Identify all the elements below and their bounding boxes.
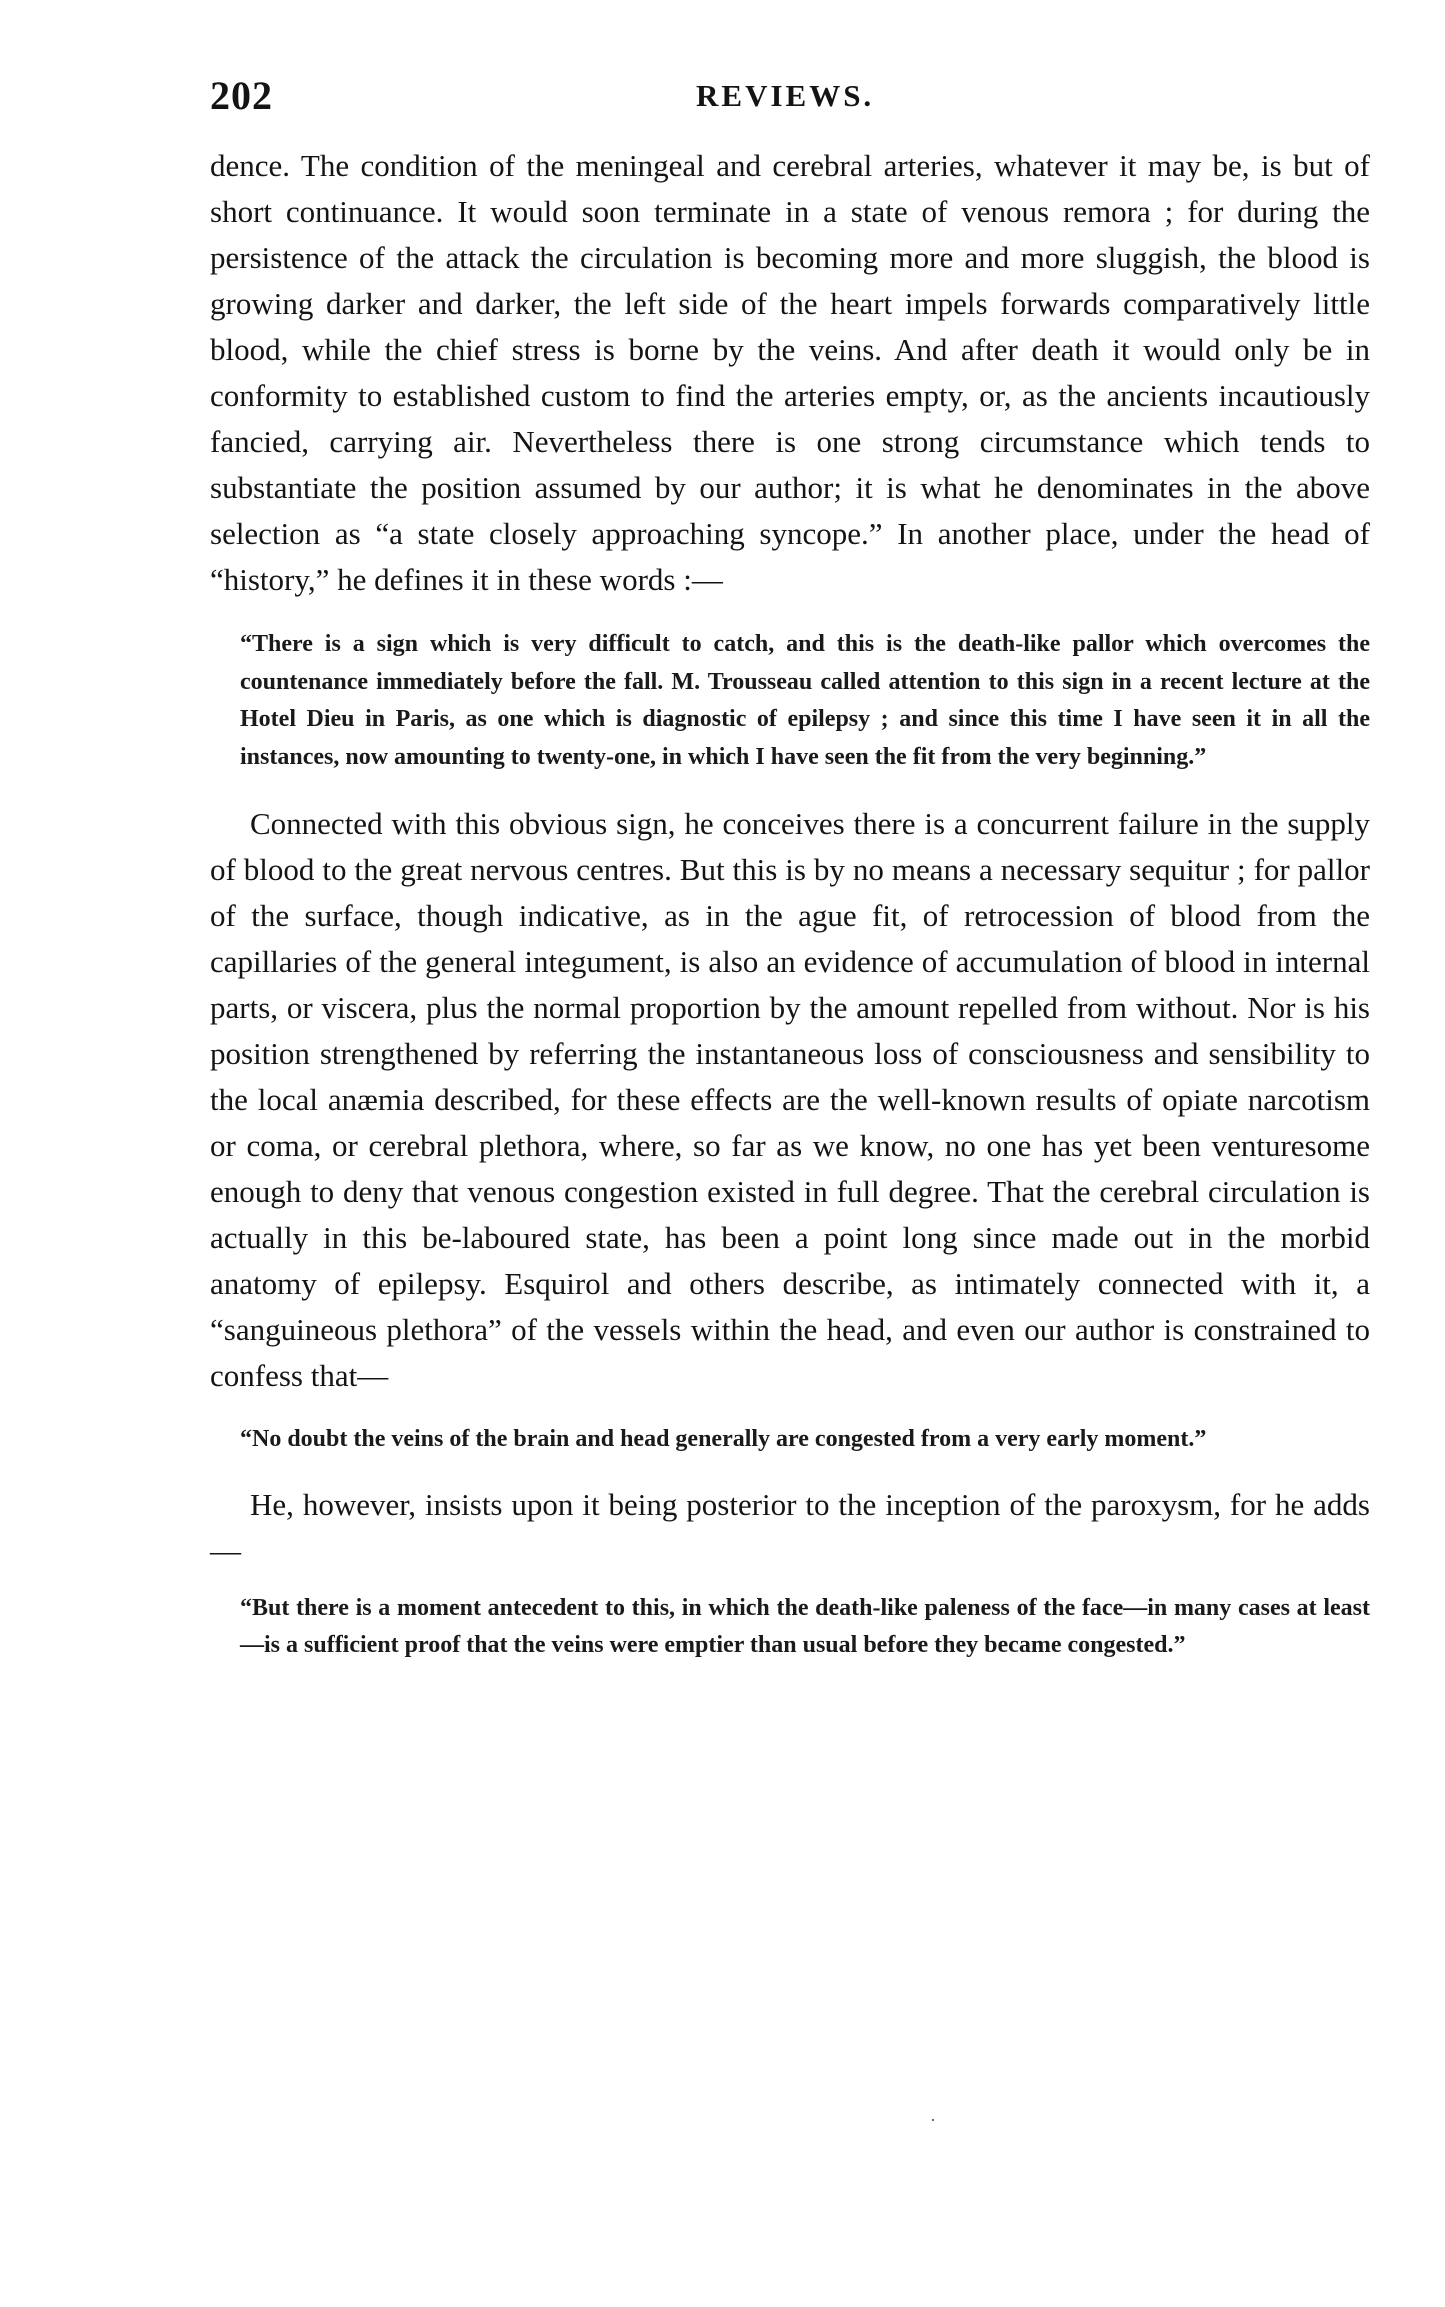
paragraph-2: Connected with this obvious sign, he conceives there is a concurrent failure in the supply of blood to the great nervous centres. But this is by no means a necessary sequitur ; for pallor of the surface, though indicative, as in the ague fit, of retrocession of blood from the capillaries of the general integument, is also an evidence of accumulation of blood in internal parts, or viscera, plus the normal proportion by the amount repelled from without. Nor is his position strengthened by referring the instantaneous loss of consciousness and sensibility to the local anæmia described, for these effects are the well-known results of opiate narcotism or coma, or cerebral plethora, where, so far as we know, no one has yet been venturesome enough to deny that venous congestion existed in full degree. That the cerebral circulation is actually in this be-laboured state, has been a point long since made out in the morbid anatomy of epilepsy. Esquirol and others describe, as intimately connected with it, a “sanguineous plethora” of the vessels within the head, and even our author is constrained to confess that— bbox=[210, 806, 1370, 1393]
paragraph-1: dence. The condition of the meningeal and cerebral arteries, whatever it may be, is but of short continuance. It would soon terminate in a state of venous remora ; for during the persistence of the attack the circulation is becoming more and more sluggish, the blood is growing darker and darker, the left side of the heart impels forwards comparatively little blood, while the chief stress is borne by the veins. And after death it would only be in conformity to established custom to find the arteries empty, or, as the ancients incautiously fancied, carrying air. Nevertheless there is one strong circumstance which tends to substantiate the position assumed by our author; it is what he denominates in the above selection as “a state closely approaching syncope.” In another place, under the head of “history,” he defines it in these words :— bbox=[210, 148, 1370, 597]
page-number: 202 bbox=[210, 73, 273, 118]
print-dot-mark: · bbox=[930, 2110, 936, 2130]
block-quote-2: “No doubt the veins of the brain and head generally are congested from a very early moment.” bbox=[240, 1426, 1207, 1452]
paragraph-3: He, however, insists upon it being posterior to the inception of the paroxysm, for he adds— bbox=[210, 1486, 1370, 1568]
block-quote-1: “There is a sign which is very difficult to catch, and this is the death-like pallor which overcomes the countenance immediately before the fall. M. Trousseau called attention to this sign in a recent lecture at the Hotel Dieu in Paris, as one which is diagnostic of epilepsy ; and since this time I have seen it in all the instances, now amounting to twenty-one, in which I have seen the fit from the very beginning.” bbox=[240, 631, 1370, 770]
block-quote-3: “But there is a moment antecedent to this, in which the death-like paleness of the face—in many cases at least—is a sufficient proof that the veins were emptier than usual before they became congested.” bbox=[240, 1594, 1370, 1658]
page-header bbox=[210, 72, 1370, 122]
body-text bbox=[210, 143, 1370, 1665]
running-head: REVIEWS. bbox=[696, 78, 875, 113]
